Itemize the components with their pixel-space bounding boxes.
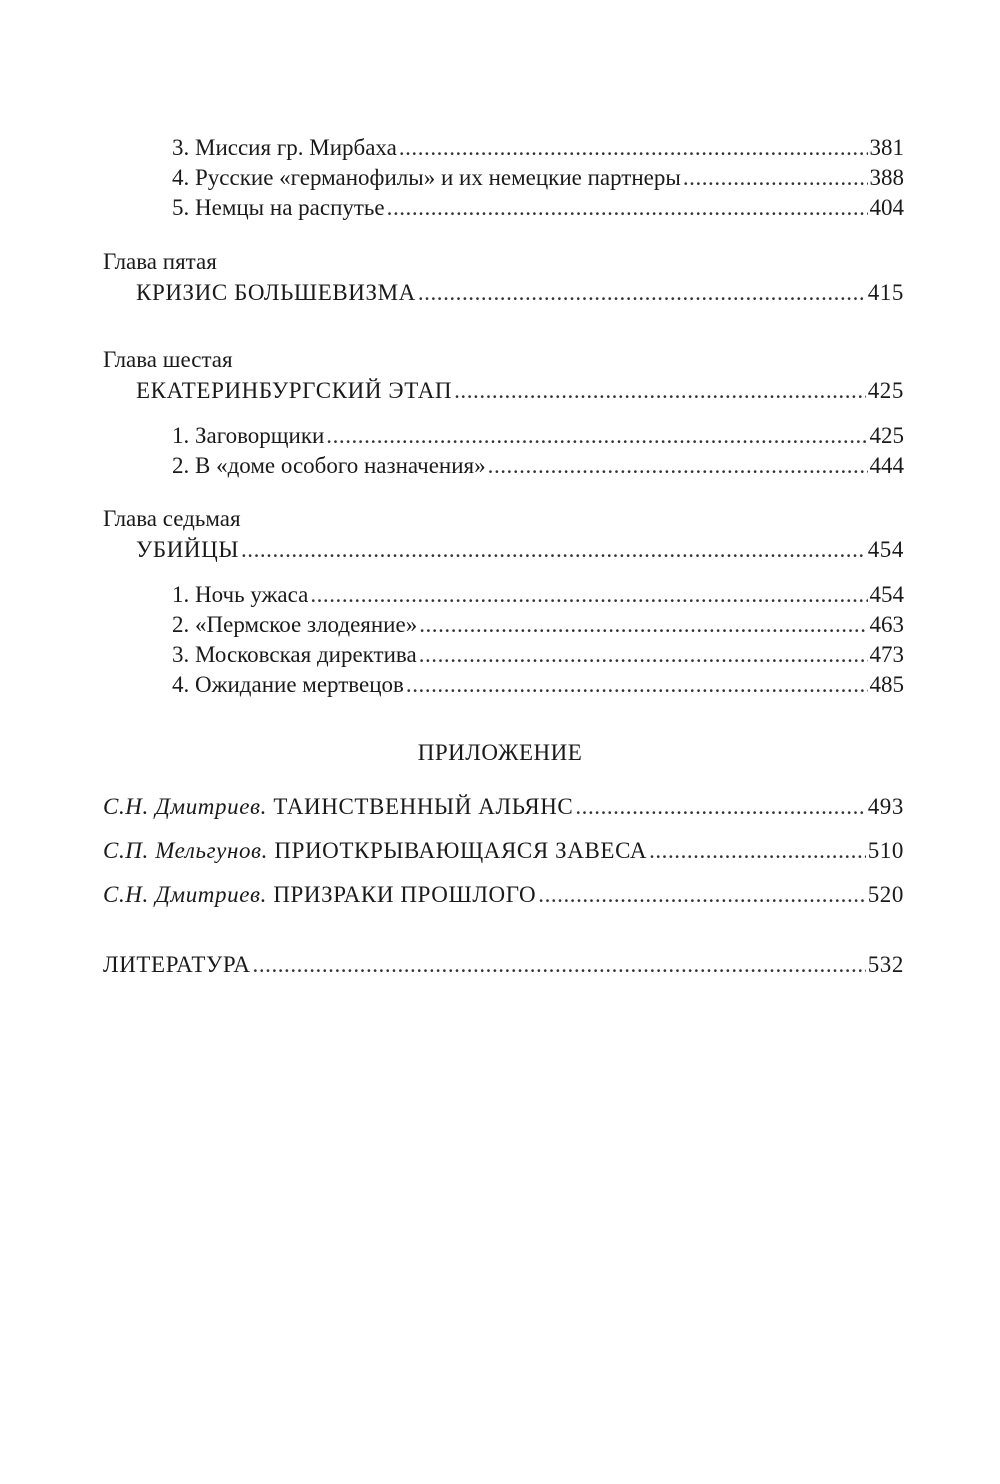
dot-leader bbox=[488, 450, 868, 482]
dot-leader bbox=[253, 949, 866, 981]
author-name: С.Н. Дмитриев. bbox=[103, 794, 267, 819]
toc-entry[interactable] bbox=[0, 609, 904, 641]
toc-entry[interactable] bbox=[0, 579, 904, 611]
dot-leader bbox=[419, 639, 868, 671]
toc-entry-page: 454 bbox=[869, 582, 904, 607]
dot-leader bbox=[310, 579, 867, 611]
dot-leader bbox=[326, 420, 867, 452]
toc-entry[interactable] bbox=[0, 420, 904, 452]
toc-entry-title: 2. «Пермское злодеяние» bbox=[172, 612, 418, 637]
dot-leader bbox=[454, 375, 866, 407]
toc-entry-page: 473 bbox=[869, 642, 904, 667]
toc-entry-title: 4. Ожидание мертвецов bbox=[172, 672, 404, 697]
toc-entry-title: 5. Немцы на распутье bbox=[172, 195, 385, 220]
dot-leader bbox=[241, 534, 866, 566]
chapter-entry[interactable] bbox=[0, 277, 904, 309]
toc-entry-title: 3. Московская директива bbox=[172, 642, 417, 667]
appendix-entry-page: 493 bbox=[867, 794, 904, 819]
toc-entry-page: 425 bbox=[869, 423, 904, 448]
dot-leader bbox=[406, 669, 868, 701]
chapter-entry[interactable] bbox=[0, 534, 904, 566]
appendix-entry-page: 510 bbox=[867, 838, 904, 863]
toc-entry-page: 381 bbox=[869, 135, 904, 160]
toc-entry-title: 1. Ночь ужаса bbox=[172, 582, 309, 607]
dot-leader bbox=[649, 835, 866, 867]
appendix-entry-page: 520 bbox=[867, 882, 904, 907]
appendix-entry[interactable] bbox=[0, 791, 904, 823]
chapter-entry[interactable] bbox=[0, 375, 904, 407]
dot-leader bbox=[575, 791, 865, 823]
appendix-title-text: ПРИОТКРЫВАЮЩАЯСЯ ЗАВЕСА bbox=[274, 838, 648, 863]
toc-entry-title: 4. Русские «германофилы» и их немецкие партнеры bbox=[172, 165, 681, 190]
toc-entry-page: 404 bbox=[869, 195, 904, 220]
chapter-title: ЕКАТЕРИНБУРГСКИЙ ЭТАП bbox=[136, 378, 453, 403]
appendix-title-text: ТАИНСТВЕННЫЙ АЛЬЯНС bbox=[273, 794, 574, 819]
appendix-heading: ПРИЛОЖЕНИЕ bbox=[417, 740, 583, 765]
toc-entry[interactable] bbox=[0, 192, 904, 224]
appendix-entry-title bbox=[103, 879, 536, 911]
chapter-label: Глава седьмая bbox=[103, 506, 241, 531]
toc-entry-page: 463 bbox=[869, 612, 904, 637]
toc-entry-page: 444 bbox=[869, 453, 904, 478]
chapter-label: Глава шестая bbox=[103, 347, 233, 372]
toc-entry-title: 2. В «доме особого назначения» bbox=[172, 453, 486, 478]
chapter-label: Глава пятая bbox=[103, 249, 217, 274]
chapter-page: 425 bbox=[867, 378, 904, 403]
toc-entry-title: 1. Заговорщики bbox=[172, 423, 325, 448]
toc-entry-page: 485 bbox=[869, 672, 904, 697]
appendix-entry[interactable] bbox=[0, 879, 904, 911]
author-name: С.П. Мельгунов. bbox=[103, 838, 268, 863]
appendix-title-text: ПРИЗРАКИ ПРОШЛОГО bbox=[273, 882, 537, 907]
dot-leader bbox=[419, 609, 867, 641]
chapter-page: 415 bbox=[867, 280, 904, 305]
appendix-entry-title bbox=[103, 835, 647, 867]
toc-entry[interactable] bbox=[0, 639, 904, 671]
chapter-title: КРИЗИС БОЛЬШЕВИЗМА bbox=[136, 280, 416, 305]
dot-leader bbox=[538, 879, 865, 911]
dot-leader bbox=[683, 162, 868, 194]
literature-title: ЛИТЕРАТУРА bbox=[103, 952, 251, 977]
appendix-entry-title bbox=[103, 791, 573, 823]
toc-entry[interactable] bbox=[0, 132, 904, 164]
toc-entry[interactable] bbox=[0, 162, 904, 194]
literature-entry[interactable] bbox=[0, 949, 904, 981]
toc-entry-page: 388 bbox=[869, 165, 904, 190]
toc-entry[interactable] bbox=[0, 669, 904, 701]
dot-leader bbox=[387, 192, 868, 224]
chapter-title: УБИЙЦЫ bbox=[136, 537, 239, 562]
appendix-entry[interactable] bbox=[0, 835, 904, 867]
literature-page: 532 bbox=[867, 952, 904, 977]
toc-entry[interactable] bbox=[0, 450, 904, 482]
author-name: С.Н. Дмитриев. bbox=[103, 882, 267, 907]
dot-leader bbox=[399, 132, 868, 164]
dot-leader bbox=[418, 277, 866, 309]
chapter-page: 454 bbox=[867, 537, 904, 562]
toc-entry-title: 3. Миссия гр. Мирбаха bbox=[172, 135, 397, 160]
